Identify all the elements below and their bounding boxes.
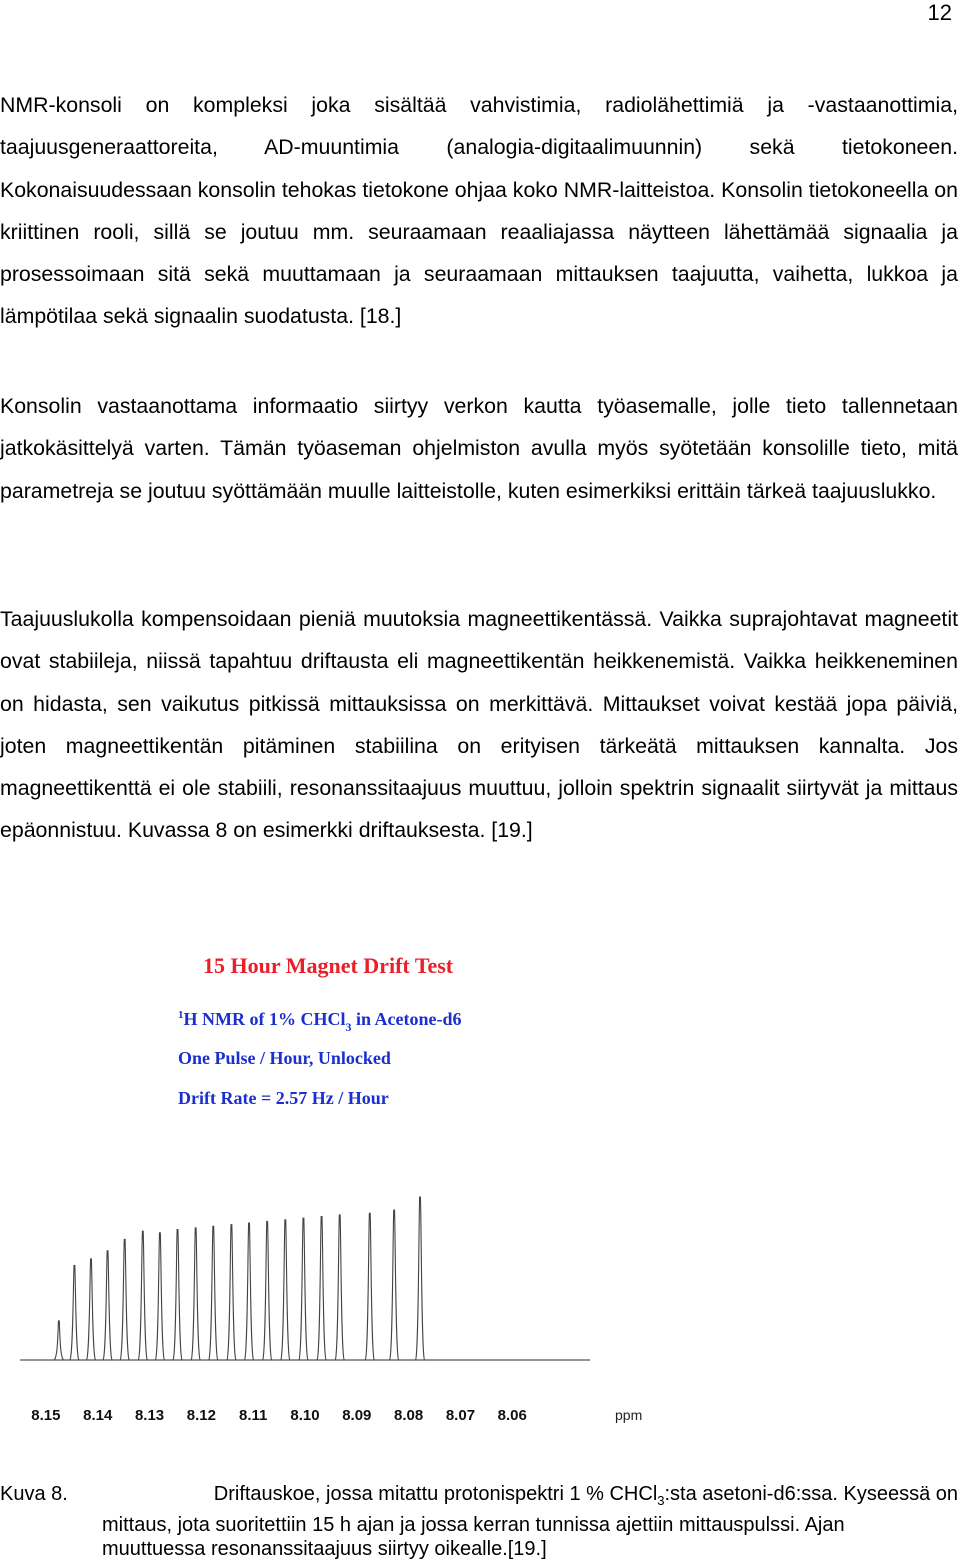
figure-line-drift-rate: Drift Rate = 2.57 Hz / Hour <box>178 1088 389 1108</box>
figure-line-nmr-end: in Acetone-d6 <box>351 1009 462 1029</box>
spectrum-peak-13 <box>263 1221 272 1360</box>
paragraph-workstation: Konsolin vastaanottama informaatio siirtyy verkon kautta työasemalle, jolle tieto tallennetaan jatkokäsittelyä varten. Tämän työaseman ohjelmiston avulla myös syötetään konsolille tieto, mitä parametreja se joutuu syöttämään muulle laitteistolle, kuten esimerkiksi erittäin tärkeä taajuuslukko. <box>0 394 958 503</box>
x-tick-label: 8.15 <box>31 1407 61 1424</box>
spectrum-peak-18 <box>365 1213 374 1360</box>
caption-sub: 3 <box>657 1493 665 1508</box>
caption-label: Kuva 8. <box>0 1483 68 1505</box>
caption-line-3: muuttuessa resonanssitaajuus siirtyy oikealle.[19.] <box>102 1538 547 1560</box>
x-axis-label: ppm <box>615 1407 643 1423</box>
figure-line-pulse: One Pulse / Hour, Unlocked <box>178 1048 391 1068</box>
spectrum-group <box>20 1197 590 1360</box>
x-tick-label: 8.10 <box>290 1407 320 1424</box>
spectrum-peak-19 <box>390 1210 399 1360</box>
spectrum-peak-1 <box>54 1321 63 1360</box>
caption-line-2: mittaus, jota suoritettiin 15 h ajan ja jossa kerran tunnissa ajettiin mittauspulssi. Ajan <box>102 1514 845 1536</box>
figure-line-nmr <box>178 1009 461 1034</box>
x-tick-label: 8.13 <box>134 1407 165 1424</box>
x-tick-label: 8.08 <box>394 1407 424 1424</box>
spectrum-peak-3 <box>86 1259 95 1360</box>
nmr-drift-chart <box>0 930 960 1440</box>
figure-line-nmr-sup: 1 <box>178 1009 184 1021</box>
x-tick-label: 8.12 <box>186 1407 216 1424</box>
x-tick-label: 8.09 <box>342 1407 372 1424</box>
spectrum-peak-6 <box>138 1231 147 1360</box>
paragraph-console: NMR-konsoli on kompleksi joka sisältää vahvistimia, radiolähettimiä ja -vastaanottimia, taajuusgeneraattoreita, AD-muuntimia (analogia-digitaalimuunnin) sekä tietokoneen. Kokonaisuudessaan konsolin tehokas tietokone ohjaa koko NMR-laitteistoa. Konsolin tietokoneella on kriittinen rooli, sillä se joutuu mm. seuraamaan reaaliajassa näytteen lähettämää signaalia ja prosessoimaan sitä sekä muuttamaan ja seuraamaan mittauksen taajuutta, vaihetta, lukkoa ja lämpötilaa sekä signaalin suodatusta. [18.] <box>0 93 958 329</box>
axis-ticks <box>31 1407 527 1424</box>
spectrum-peak-20 <box>416 1197 425 1360</box>
spectrum-peak-11 <box>227 1225 236 1360</box>
figure-line-nmr-main: H NMR of 1% CHCl <box>183 1009 346 1029</box>
spectrum-peak-17 <box>335 1215 344 1360</box>
spectrum-peak-9 <box>191 1228 200 1360</box>
x-tick-label: 8.11 <box>238 1407 268 1424</box>
x-tick-label: 8.07 <box>445 1407 476 1424</box>
spectrum-peak-7 <box>155 1233 164 1360</box>
figure-drift-test <box>0 930 960 1440</box>
caption-text-1a: Driftauskoe, jossa mitattu protonispektri 1 % CHCl <box>213 1483 658 1505</box>
caption-continuation <box>0 1513 958 1561</box>
figure-line-nmr-sub: 3 <box>345 1020 352 1034</box>
spectrum-peak-8 <box>173 1230 182 1360</box>
page-number: 12 <box>927 0 952 25</box>
caption-text-1b: :sta asetoni-d6:ssa. Kyseessä on <box>664 1483 958 1505</box>
figure-caption <box>0 1482 958 1561</box>
caption-text-1 <box>214 1482 958 1513</box>
spectrum-peak-2 <box>70 1265 79 1360</box>
caption-line-1 <box>0 1482 958 1513</box>
spectrum-peak-15 <box>299 1218 308 1360</box>
x-tick-label: 8.14 <box>83 1407 113 1424</box>
spectrum-peak-5 <box>120 1239 129 1360</box>
spectrum-peak-16 <box>317 1217 326 1360</box>
figure-title: 15 Hour Magnet Drift Test <box>203 953 454 978</box>
x-tick-label: 8.06 <box>497 1407 527 1424</box>
spectrum-peak-10 <box>209 1226 218 1360</box>
spectrum-peak-14 <box>281 1220 290 1360</box>
paragraph-frequency-lock: Taajuuslukolla kompensoidaan pieniä muutoksia magneettikentässä. Vaikka suprajohtavat magneetit ovat stabiileja, niissä tapahtuu driftausta eli magneettikentän heikkenemistä. Vaikka heikkeneminen on hidasta, sen vaikutus pitkissä mittauksissa on merkittävä. Mittaukset voivat kestää jopa päiviä, joten magneettikentän pitäminen stabiilina on erityisen tärkeätä mittauksen kannalta. Jos magneettikenttä ei ole stabiili, resonanssitaajuus muuttuu, jolloin spektrin signaalit siirtyvät ja mittaus epäonnistuu. Kuvassa 8 on esimerkki driftauksesta. [19.] <box>0 607 958 843</box>
spectrum-peak-4 <box>103 1251 112 1360</box>
spectrum-peak-12 <box>245 1223 254 1360</box>
